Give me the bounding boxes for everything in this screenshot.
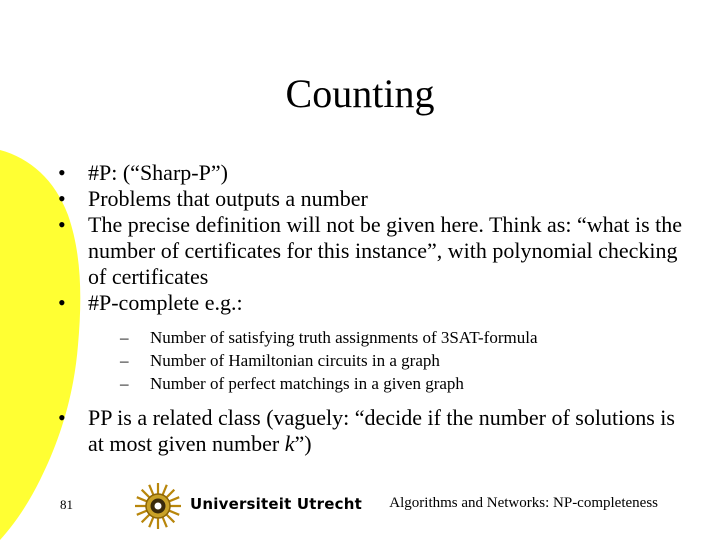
slide-title: Counting — [285, 71, 435, 116]
sub-bullet-text: Number of satisfying truth assignments of 3SAT-formula — [150, 328, 538, 347]
sub-bullet-marker: – — [120, 328, 129, 347]
bullet-text — [88, 405, 675, 456]
sun-logo-icon — [134, 482, 182, 530]
sub-bullet-item — [118, 349, 688, 372]
sub-bullet-item — [118, 326, 688, 349]
sub-bullet-list — [88, 326, 688, 395]
italic-variable: k — [284, 431, 295, 456]
bullet-marker: • — [58, 186, 66, 211]
university-logo — [134, 482, 394, 530]
sub-bullet-marker: – — [120, 351, 129, 370]
page-number: 81 — [60, 497, 73, 512]
sub-bullet-text: Number of perfect matchings in a given graph — [150, 374, 464, 393]
sub-bullet-text: Number of Hamiltonian circuits in a graph — [150, 351, 440, 370]
bullet-text: #P-complete e.g.: — [88, 290, 243, 315]
university-name: Universiteit Utrecht — [190, 495, 362, 513]
bullet-marker: • — [58, 212, 66, 237]
bullet-item — [58, 405, 688, 457]
sub-bullet-item — [118, 372, 688, 395]
bullet-list — [58, 160, 688, 457]
bullet-text: Problems that outputs a number — [88, 186, 368, 211]
bullet-marker: • — [58, 160, 66, 185]
bullet-marker: • — [58, 405, 66, 430]
bullet-marker: • — [58, 290, 66, 315]
sub-bullet-marker: – — [120, 374, 129, 393]
bullet-item — [58, 186, 688, 212]
bullet-text: The precise definition will not be given here. Think as: “what is the number of certificates for this instance”, with polynomial checking of certificates — [88, 212, 683, 289]
bullet-text-part: ”) — [294, 431, 312, 456]
course-footer: Algorithms and Networks: NP-completeness — [389, 495, 658, 511]
bullet-text: #P: (“Sharp-P”) — [88, 160, 228, 185]
bullet-item — [58, 160, 688, 186]
bullet-text-part: PP is a related class (vaguely: “decide if the number of solutions is at most given number — [88, 405, 675, 456]
bullet-item — [58, 212, 688, 290]
bullet-item — [58, 290, 688, 395]
